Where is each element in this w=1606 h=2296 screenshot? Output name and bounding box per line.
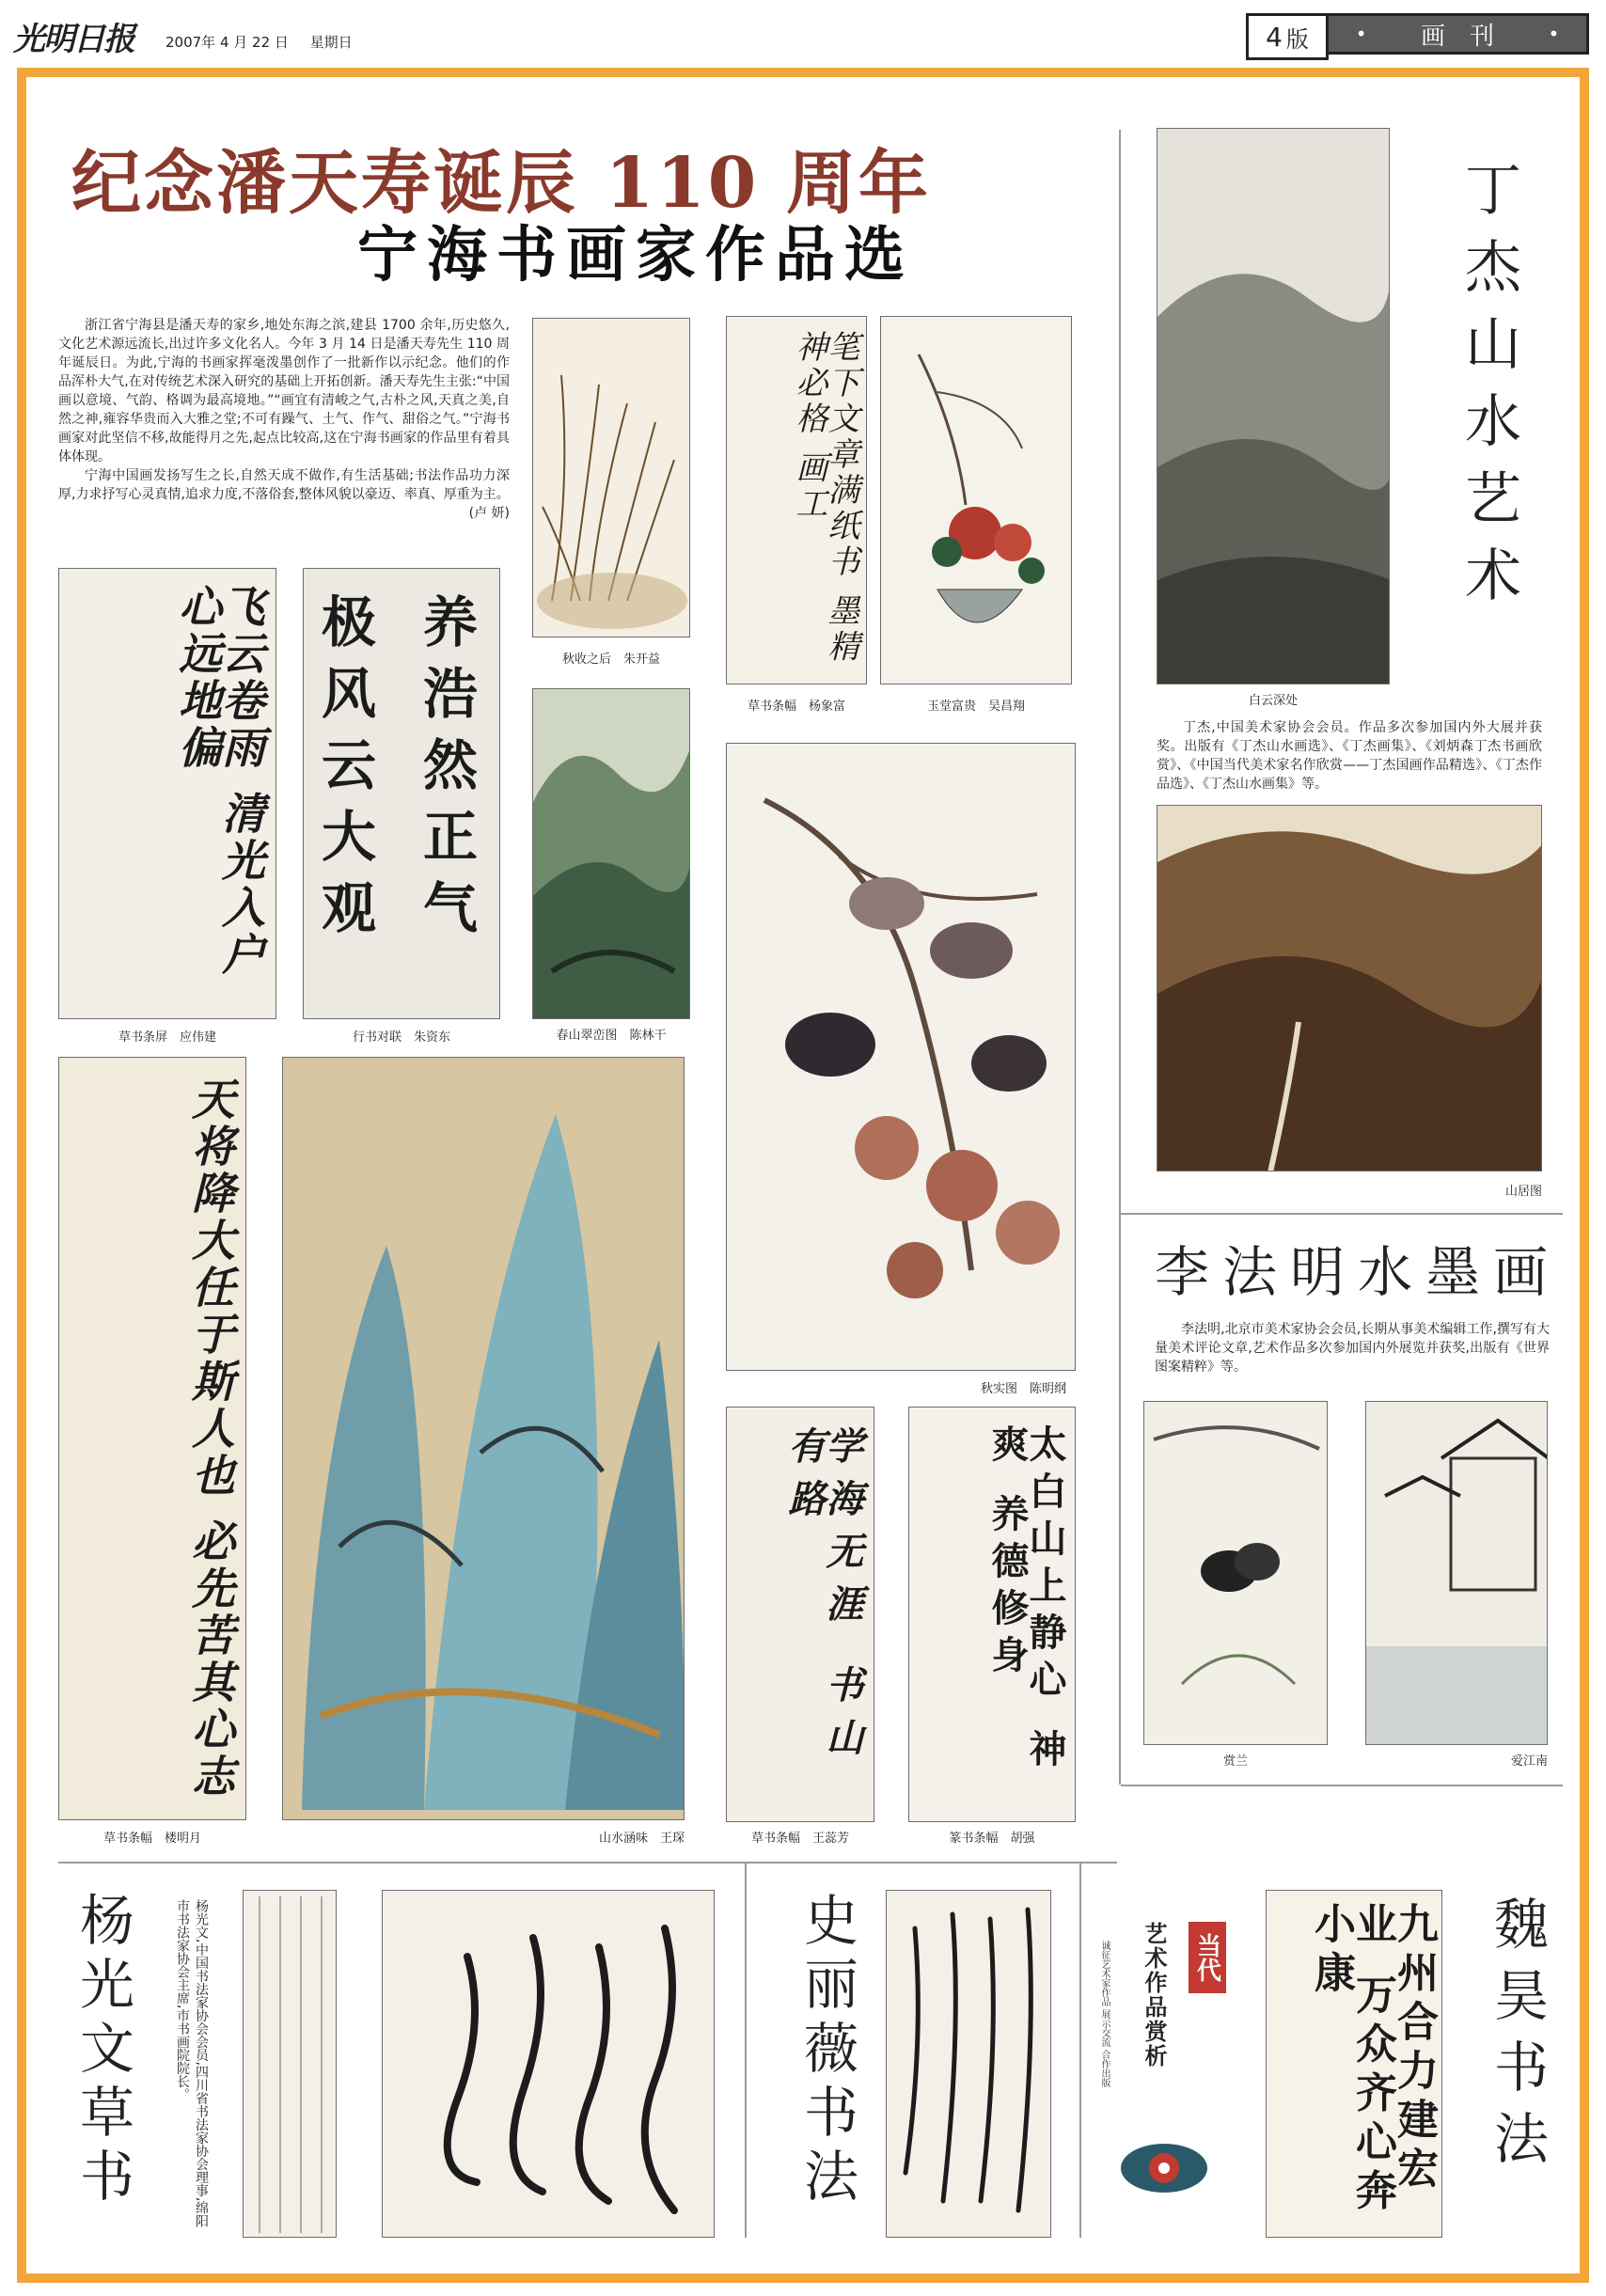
calligraphy-shi-liwei [886, 1890, 1051, 2238]
calligraphy-yang-large [382, 1890, 715, 2238]
section-label: 画 刊 [1420, 22, 1494, 51]
calligraphy-lou-mingyue [58, 1057, 246, 1820]
column-rule-right [1119, 130, 1121, 1785]
painting-peony-graphic [881, 317, 1072, 684]
painting-blue-mountains-graphic [283, 1058, 685, 1820]
calligraphy-a2-text: 笔下文章满纸书 墨精神必格 画工 [790, 330, 859, 666]
date-line [165, 32, 370, 52]
shi-title: 史丽薇书法 [795, 1892, 857, 2211]
caption-a4: 草书条屏 应伟建 [118, 1030, 216, 1045]
painting-peony-vase [880, 316, 1072, 684]
rule-under-lifaming [1121, 1785, 1563, 1786]
calligraphy-a4-text: 飞云卷雨 清光入户 心远地偏 [172, 584, 266, 980]
calligraphy-a10-text: 学海无涯 书山有路 [782, 1426, 864, 1770]
painting-autumn-harvest [532, 318, 690, 637]
calligraphy-shi-strokes [887, 1891, 1051, 2238]
dingjie-title: 丁杰山水艺术 [1457, 160, 1519, 622]
page-unit: 版 [1285, 25, 1309, 53]
painting-white-clouds [1157, 128, 1390, 684]
calligraphy-couplet-zhu-zidong [303, 568, 500, 1019]
painting-spring-mountains [532, 688, 690, 1019]
lifaming-bio: 李法明,北京市美术家协会会员,长期从事美术编辑工作,撰写有大量美术评论文章,艺术作品多次参加国内外展览并获奖,出版有《世界图案精粹》等。 [1155, 1322, 1550, 1375]
lifaming-caption-1: 赏兰 [1222, 1754, 1248, 1769]
issue-date: 2007年 4 月 22 日 [165, 34, 289, 51]
caption-a9: 山水涵味 王琛 [598, 1832, 685, 1846]
caption-a6: 春山翠峦图 陈林干 [556, 1029, 667, 1043]
calligraphy-a11-text: 太白山上静心 神爽 养德修身 [985, 1424, 1067, 1776]
calligraphy-ying-weijian [58, 568, 276, 1019]
painting-jiangnan-graphic [1366, 1402, 1548, 1745]
caption-a11: 篆书条幅 胡强 [949, 1832, 1035, 1846]
intro-author: (卢 妍) [468, 506, 510, 521]
caption-a7: 秋实图 陈明纲 [980, 1382, 1066, 1396]
caption-a5: 行书对联 朱资东 [352, 1030, 450, 1045]
headline-main: 纪念潘天寿诞辰 110 周年 [71, 143, 931, 224]
ad-badge: 当代 [1189, 1922, 1226, 1993]
caption-a10: 草书条幅 王蕊芳 [750, 1832, 849, 1846]
lifaming-title: 李法明水墨画 [1155, 1242, 1562, 1303]
wei-title: 魏昊书法 [1486, 1895, 1547, 2181]
section-dot-right: • [1548, 23, 1560, 45]
painting-orchids-graphic [1144, 1402, 1328, 1745]
dingjie-caption-1: 白云深处 [1248, 694, 1298, 708]
calligraphy-yang-small [243, 1890, 337, 2238]
painting-autumn-fruit [726, 743, 1076, 1371]
calligraphy-wang-ruifang [726, 1407, 874, 1822]
painting-admiring-orchids [1143, 1401, 1328, 1745]
calligraphy-a8-text: 天将降大任于斯人也 必先苦其心志 [185, 1077, 236, 1801]
calligraphy-wei-text: 九州合力建宏业 万众齐心奔小康 [1307, 1902, 1438, 2218]
section-label-box [1326, 13, 1589, 55]
couplet-right-line: 养浩然正气 [414, 593, 478, 951]
ad-eye-icon [1119, 2140, 1209, 2196]
painting-mountains-graphic [533, 689, 690, 1019]
page-number-box [1246, 13, 1329, 60]
rule-under-dingjie [1121, 1213, 1563, 1215]
caption-a1: 秋收之后 朱开益 [561, 653, 660, 667]
painting-persimmon-graphic [727, 744, 1076, 1371]
ad-small-text: 诚征艺术家作品 展示交流 合作出版 [1099, 1941, 1110, 2088]
painting-love-jiangnan [1365, 1401, 1548, 1745]
calligraphy-yang-xiangfu [726, 316, 867, 684]
section-dot-left: • [1355, 23, 1367, 45]
painting-white-clouds-graphic [1157, 129, 1390, 684]
rule-bottom-right [1079, 1862, 1081, 2238]
yang-bio: 杨光文,中国书法家协会会员,四川省书法家协会理事,绵阳市书法家协会主席,市书画院院长。 [175, 1899, 209, 2228]
calligraphy-hu-qiang [908, 1407, 1076, 1822]
calligraphy-wei-hao [1266, 1890, 1442, 2238]
masthead-logo: 光明日报 [13, 21, 134, 58]
dingjie-caption-2: 山居图 [1504, 1185, 1542, 1199]
painting-landscape-wang-chen [282, 1057, 685, 1820]
rule-bottom-section [58, 1862, 1117, 1864]
dingjie-bio: 丁杰,中国美术家协会会员。作品多次参加国内外大展并获奖。出版有《丁杰山水画选》、《丁杰画集》、《刘炳森丁杰书画欣赏》、《中国当代美术家名作欣赏——丁杰国画作品精选》、《丁杰作品选》、《丁杰山水画集》等。 [1157, 720, 1542, 792]
intro-article [58, 316, 510, 523]
painting-reeds-graphic [533, 319, 690, 637]
painting-mountain-dwelling-graphic [1157, 806, 1542, 1172]
rule-bottom-mid [745, 1862, 747, 2238]
art-appreciation-ad [1096, 1922, 1228, 2213]
headline-sub: 宁海书画家作品选 [357, 221, 914, 291]
painting-mountain-dwelling [1157, 805, 1542, 1172]
calligraphy-yang-strokes [383, 1891, 715, 2238]
caption-a2: 草书条幅 杨象富 [747, 700, 845, 714]
ad-title: 艺术作品赏析 [1141, 1922, 1167, 2068]
issue-weekday: 星期日 [309, 34, 353, 51]
page-number: 4 [1266, 21, 1283, 53]
page-header [0, 0, 1606, 58]
caption-a3: 玉堂富贵 吴昌翔 [926, 700, 1025, 714]
couplet-left-line: 极风云大观 [312, 593, 376, 951]
yang-title: 杨光文草书 [71, 1892, 133, 2211]
intro-paragraph-2: 宁海中国画发扬写生之长,自然天成不做作,有生活基础;书法作品功力深厚,力求抒写心灵真情,追求力度,不落俗套,整体风貌以豪迈、率真、厚重为主。 [58, 468, 510, 502]
calligraphy-yang-small-strokes [249, 1896, 332, 2233]
intro-paragraph-1: 浙江省宁海县是潘天寿的家乡,地处东海之滨,建县 1700 余年,历史悠久,文化艺术源远流长,出过许多文化名人。今年 3 月 14 日是潘天寿先生 110 周年诞辰日。为此,宁海的书画家挥毫泼墨创作了一批新作以示纪念。他们的作品浑朴大气,在对传统艺术深入研究的基础上开拓创新。潘天寿先生主张:“中国画以意境、气韵、格调为最高境地。”“画宜有清峻之气,古朴之风,天真之美,自然之神,雍容华贵而入大雅之堂;不可有躁气、土气、作气、甜俗之气。”宁海书画家对此坚信不移,故能得月之先,起点比较高,这在宁海书画家的作品里有着具体体现。 [58, 318, 510, 464]
lifaming-caption-2: 爱江南 [1510, 1754, 1548, 1769]
caption-a8: 草书条幅 楼明月 [102, 1832, 201, 1846]
